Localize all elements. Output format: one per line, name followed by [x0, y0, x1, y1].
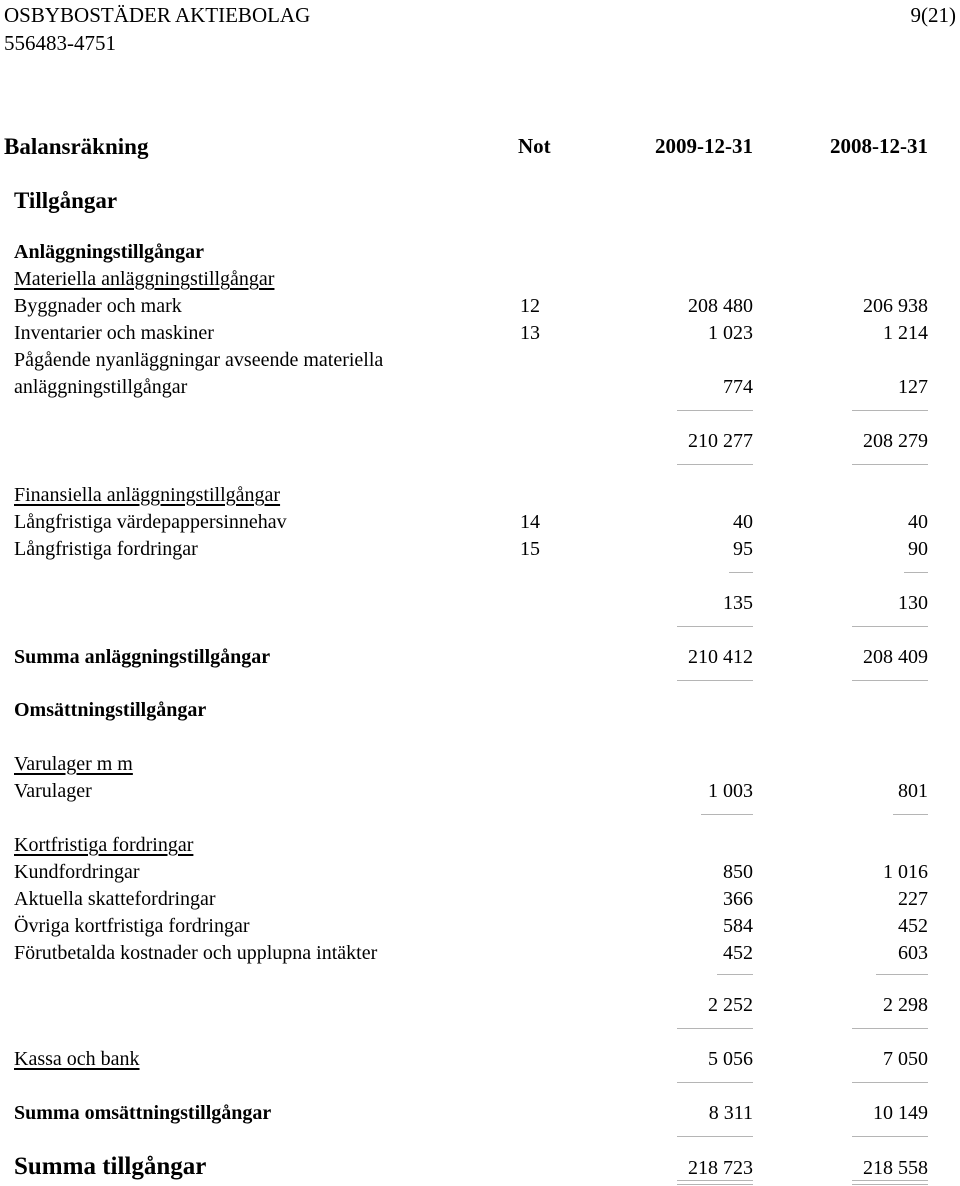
row-value-2008: 206 938: [863, 295, 928, 317]
sum-rule: [701, 814, 753, 815]
row-label: Kundfordringar: [14, 861, 140, 883]
grand-total-2009: 218 723: [688, 1157, 753, 1179]
subtotal-2009: 135: [723, 592, 753, 614]
heading-tangible-assets: Materiella anläggningstillgångar: [14, 268, 275, 290]
double-rule: [852, 1180, 928, 1185]
total-2008: 208 409: [863, 646, 928, 668]
row-value-2008: 1 214: [883, 322, 928, 344]
row-value-2009: 366: [723, 888, 753, 910]
column-header-note: Not: [518, 134, 551, 158]
row-label: Pågående nyanläggningar avseende materiella: [14, 349, 384, 371]
sum-rule: [852, 626, 928, 627]
subtotal-2008: 208 279: [863, 430, 928, 452]
row-note: 13: [520, 322, 540, 344]
row-label: Förutbetalda kostnader och upplupna intäkter: [14, 942, 378, 964]
cash-2008: 7 050: [883, 1048, 928, 1070]
sum-rule: [893, 814, 928, 815]
total-label: Summa anläggningstillgångar: [14, 646, 271, 668]
row-value-2008: 227: [898, 888, 928, 910]
row-value-2009: 584: [723, 915, 753, 937]
sum-rule: [852, 410, 928, 411]
total-2009: 8 311: [708, 1102, 753, 1124]
row-note: 14: [520, 511, 540, 533]
row-label: Varulager: [14, 780, 92, 802]
total-label: Summa omsättningstillgångar: [14, 1102, 272, 1124]
row-value-2009: 1 023: [708, 322, 753, 344]
org-number: 556483-4751: [4, 31, 116, 55]
subtotal-2008: 130: [898, 592, 928, 614]
subtotal-2009: 210 277: [688, 430, 753, 452]
double-rule: [677, 1180, 753, 1185]
cash-2009: 5 056: [708, 1048, 753, 1070]
sum-rule: [852, 1082, 928, 1083]
sum-rule: [852, 1136, 928, 1137]
row-value-2008: 801: [898, 780, 928, 802]
sum-rule: [677, 464, 753, 465]
grand-total-label: Summa tillgångar: [14, 1153, 207, 1180]
sum-rule: [717, 974, 753, 975]
row-label: Långfristiga värdepappersinnehav: [14, 511, 287, 533]
statement-title: Balansräkning: [4, 134, 149, 159]
row-value-2009: 774: [723, 376, 753, 398]
sum-rule: [677, 1136, 753, 1137]
row-value-2008: 1 016: [883, 861, 928, 883]
sum-rule: [677, 626, 753, 627]
total-2009: 210 412: [688, 646, 753, 668]
heading-short-term-receivables: Kortfristiga fordringar: [14, 834, 194, 856]
sum-rule: [852, 1028, 928, 1029]
sum-rule: [852, 464, 928, 465]
row-value-2008: 90: [908, 538, 928, 560]
subtotal-2008: 2 298: [883, 994, 928, 1016]
sum-rule: [677, 1028, 753, 1029]
subtotal-2009: 2 252: [708, 994, 753, 1016]
row-value-2008: 40: [908, 511, 928, 533]
row-value-2009: 850: [723, 861, 753, 883]
column-header-2008: 2008-12-31: [830, 134, 928, 158]
row-label-continued: anläggningstillgångar: [14, 376, 188, 398]
page-number: 9(21): [910, 3, 956, 27]
sum-rule: [852, 680, 928, 681]
heading-financial-assets: Finansiella anläggningstillgångar: [14, 484, 281, 506]
row-value-2009: 1 003: [708, 780, 753, 802]
row-note: 12: [520, 295, 540, 317]
row-value-2009: 40: [733, 511, 753, 533]
section-heading-assets: Tillgångar: [14, 188, 118, 213]
row-value-2008: 452: [898, 915, 928, 937]
row-label: Byggnader och mark: [14, 295, 182, 317]
sum-rule: [729, 572, 753, 573]
grand-total-2008: 218 558: [863, 1157, 928, 1179]
row-label: Inventarier och maskiner: [14, 322, 214, 344]
row-label: Långfristiga fordringar: [14, 538, 198, 560]
row-value-2009: 208 480: [688, 295, 753, 317]
row-label: Aktuella skattefordringar: [14, 888, 216, 910]
row-value-2009: 452: [723, 942, 753, 964]
sum-rule: [904, 572, 928, 573]
column-header-2009: 2009-12-31: [655, 134, 753, 158]
row-value-2008: 603: [898, 942, 928, 964]
company-name: OSBYBOSTÄDER AKTIEBOLAG: [4, 3, 311, 27]
row-value-2009: 95: [733, 538, 753, 560]
heading-fixed-assets: Anläggningstillgångar: [14, 241, 205, 263]
row-note: 15: [520, 538, 540, 560]
row-value-2008: 127: [898, 376, 928, 398]
heading-current-assets: Omsättningstillgångar: [14, 699, 207, 721]
sum-rule: [677, 410, 753, 411]
heading-inventory: Varulager m m: [14, 753, 133, 775]
sum-rule: [677, 1082, 753, 1083]
total-2008: 10 149: [873, 1102, 928, 1124]
row-label: Övriga kortfristiga fordringar: [14, 915, 250, 937]
cash-label: Kassa och bank: [14, 1048, 140, 1070]
sum-rule: [677, 680, 753, 681]
sum-rule: [876, 974, 928, 975]
